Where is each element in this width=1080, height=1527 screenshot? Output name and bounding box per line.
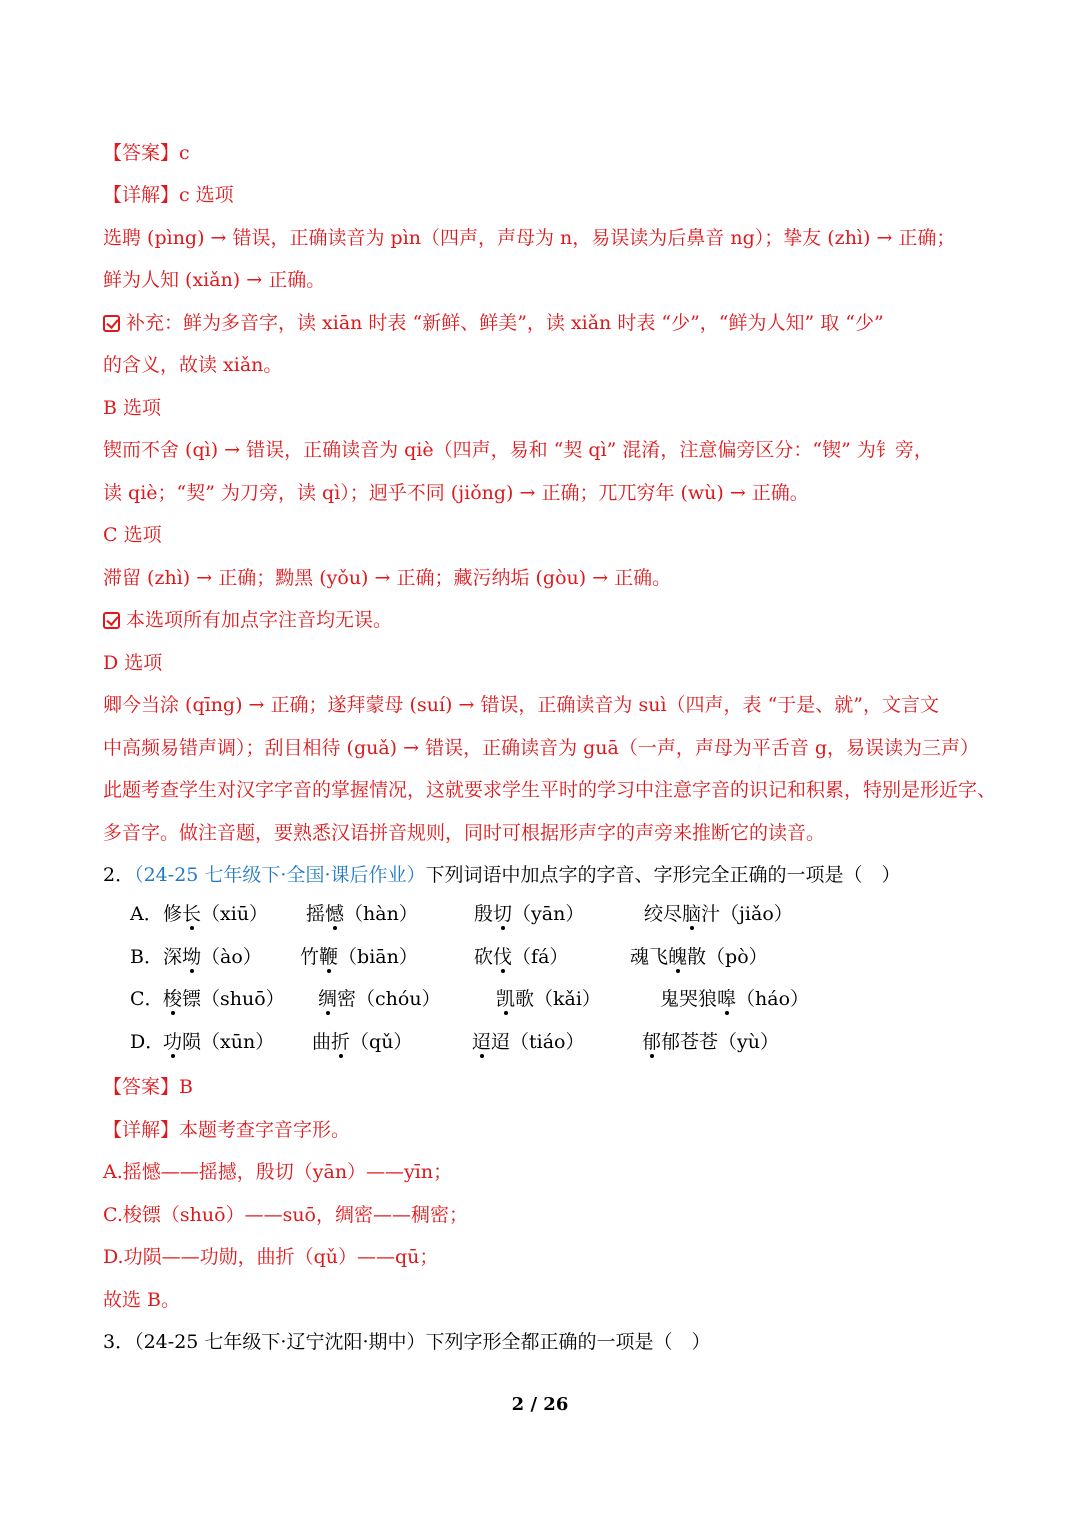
option-word: 梭镖（shuō） (163, 988, 285, 1010)
option-word: 魂飞魄散（pò） (630, 946, 768, 968)
checkbox-icon (103, 612, 120, 629)
q2-answer-label: 【答案】B (103, 1076, 193, 1098)
option-b-explanation-line1: 锲而不舍 (qì) → 错误，正确读音为 qiè（四声，易和 “契 qì” 混淆，注意偏旁区分：“锲” 为钅旁， (103, 439, 933, 461)
q2-detail-label: 【详解】本题考查字音字形。 (103, 1119, 351, 1141)
dotted-character: 嗥 (717, 988, 737, 1010)
option-word: 修长（xiū） (163, 903, 269, 925)
question-3-stem (103, 1329, 711, 1355)
option-word: 竹鞭（biān） (300, 946, 418, 968)
answer-label: 【答案】c (103, 142, 190, 164)
option-b-title: B 选项 (103, 397, 162, 419)
dotted-character: 魄 (668, 946, 688, 968)
option-word: 郁郁苍苍（yù） (642, 1031, 779, 1053)
dotted-character: 鞭 (319, 946, 339, 968)
option-letter: B． (130, 946, 163, 968)
option-c-title: C 选项 (103, 524, 162, 546)
dotted-character: 梭 (163, 988, 183, 1010)
dotted-character: 迢 (472, 1031, 492, 1053)
supplement-note-line2: 的含义，故读 xiǎn。 (103, 354, 283, 376)
option-letter: A． (130, 903, 163, 925)
option-c-note (103, 607, 392, 633)
option-word: 迢迢（tiáo） (472, 1031, 585, 1053)
option-c-note-text: 本选项所有加点字注音均无误。 (126, 609, 393, 631)
q2-explanation-d: D.功陨——功勋，曲折（qǔ）——qū； (103, 1246, 439, 1268)
page-number: 2 / 26 (511, 1394, 569, 1415)
option-c-explanation: 滞留 (zhì) → 正确；黝黑 (yǒu) → 正确；藏污纳垢 (gòu) → 正确。 (103, 567, 672, 589)
dotted-character: 郁 (642, 1031, 662, 1053)
q2-conclusion: 故选 B。 (103, 1289, 181, 1311)
option-b-explanation-line2: 读 qiè；“契” 为刀旁，读 qì）；迥乎不同 (jiǒng) → 正确；兀兀穷年 (wù) → 正确。 (103, 482, 809, 504)
option-word: 砍伐（fá） (474, 946, 569, 968)
option-word: 殷切（yān） (474, 903, 585, 925)
question-number: 2． (103, 864, 135, 886)
question-source: （24-25 七年级下·辽宁沈阳·期中） (134, 1331, 426, 1353)
dotted-character: 憾 (325, 903, 345, 925)
option-word: 鬼哭狼嗥（háo） (660, 988, 810, 1010)
dotted-character: 尽脑汁 (663, 903, 721, 925)
checkbox-icon (103, 315, 120, 332)
dotted-character: 凯 (496, 988, 516, 1010)
dotted-character: 折 (331, 1031, 351, 1053)
option-d-explanation-line2: 中高频易错声调）；刮目相待 (guǎ) → 错误，正确读音为 guā（一声，声母为平舌音 g，易误读为三声） (103, 737, 980, 759)
option-letter: D． (130, 1031, 165, 1053)
option-word: 功陨（xūn） (163, 1031, 275, 1053)
option-d-title: D 选项 (103, 652, 163, 674)
option-word: 深坳（ào） (163, 946, 262, 968)
option-word: 凯歌（kǎi） (496, 988, 601, 1010)
dotted-character: 伐 (493, 946, 513, 968)
question-source: （24-25 七年级下·全国·课后作业） (134, 864, 426, 886)
option-c-explanation-line1: 选聘 (pìng) → 错误，正确读音为 pìn（四声，声母为 n，易误读为后鼻音 ng）；挚友 (zhì) → 正确； (103, 227, 956, 249)
option-word: 绸密（chóu） (318, 988, 441, 1010)
supplement-text: 补充：鲜为多音字，读 xiān 时表 “新鲜、鲜美”，读 xiǎn 时表 “少”，“鲜为人知” 取 “少” (126, 312, 884, 334)
option-word: 绞尽脑汁（jiǎo） (644, 903, 793, 925)
detail-label: 【详解】c 选项 (103, 184, 234, 206)
question-2-stem (103, 862, 901, 888)
dotted-character: 切 (493, 903, 513, 925)
supplement-note-line1 (103, 310, 884, 336)
question-text: 下列字形全都正确的一项是（ ） (425, 1331, 711, 1353)
option-word: 曲折（qǔ） (312, 1031, 413, 1053)
option-word: 摇憾（hàn） (306, 903, 418, 925)
dotted-character: 功 (163, 1031, 183, 1053)
summary-line2: 多音字。做注音题，要熟悉汉语拼音规则，同时可根据形声字的声旁来推断它的读音。 (103, 822, 826, 844)
option-d-explanation-line1: 卿今当涂 (qīng) → 正确；遂拜蒙母 (suí) → 错误，正确读音为 suì（四声，表 “于是、就”，文言文 (103, 694, 940, 716)
dotted-character: 坳 (182, 946, 202, 968)
option-c-explanation-line2: 鲜为人知 (xiǎn) → 正确。 (103, 269, 326, 291)
summary-line1: 此题考查学生对汉字字音的掌握情况，这就要求学生平时的学习中注意字音的识记和积累，特别是形近字、 (103, 779, 997, 801)
q2-explanation-c: C.梭镖（shuō）——suō，绸密——稠密； (103, 1204, 468, 1226)
dotted-character: 绸 (318, 988, 338, 1010)
q2-explanation-a: A.摇憾——摇撼，殷切（yān）——yīn； (103, 1161, 453, 1183)
dotted-character: 长 (182, 903, 202, 925)
question-text: 下列词语中加点字的字音、字形完全正确的一项是（ ） (425, 864, 901, 886)
option-letter: C． (130, 988, 164, 1010)
question-number: 3． (103, 1331, 135, 1353)
